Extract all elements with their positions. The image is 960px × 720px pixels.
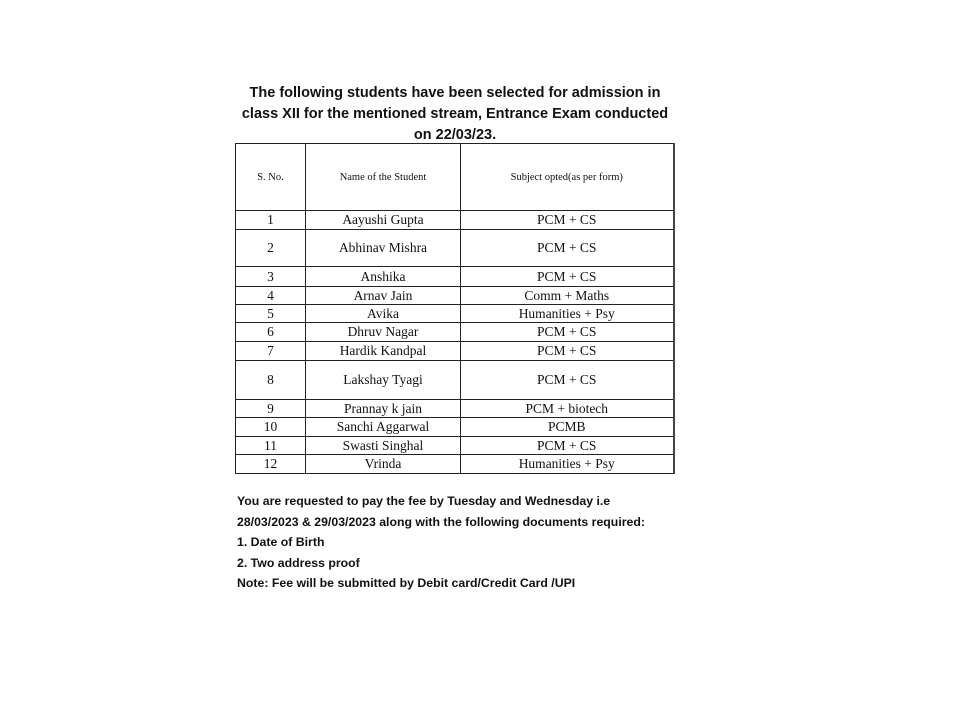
cell-subject: PCM + CS [461,267,674,287]
table-row [236,342,674,361]
cell-serial-number: 2 [236,230,306,267]
cell-subject: PCM + CS [461,437,674,455]
cell-serial-number: 1 [236,211,306,230]
cell-serial-number: 11 [236,437,306,455]
table-row [236,418,674,437]
cell-student-name: Lakshay Tyagi [306,361,461,400]
cell-student-name: Abhinav Mishra [306,230,461,267]
table-row [236,267,674,287]
selected-students-table [235,143,675,474]
payment-note: Note: Fee will be submitted by Debit card/Credit Card /UPI [237,576,576,590]
header-student-name: Name of the Student [306,144,461,211]
cell-serial-number: 12 [236,455,306,474]
cell-serial-number: 8 [236,361,306,400]
cell-subject: Humanities + Psy [461,455,674,474]
document-item: 2. Two address proof [237,555,360,570]
cell-student-name: Swasti Singhal [306,437,461,455]
cell-serial-number: 5 [236,305,306,323]
table-row [236,305,674,323]
cell-student-name: Arnav Jain [306,287,461,305]
table-row [236,287,674,305]
table-row [236,455,674,474]
cell-subject: PCM + CS [461,211,674,230]
header-serial-number: S. No. [236,144,306,211]
cell-serial-number: 4 [236,287,306,305]
cell-subject: Humanities + Psy [461,305,674,323]
cell-student-name: Anshika [306,267,461,287]
cell-subject: PCM + CS [461,323,674,342]
cell-serial-number: 7 [236,342,306,361]
notice-title-line: on 22/03/23. [413,127,497,143]
header-subject-opted: Subject opted(as per form) [461,144,674,211]
document-item: 1. Date of Birth [237,535,325,549]
cell-serial-number: 10 [236,418,306,437]
notice-title-line: The following students have been selected for admission in [249,85,661,101]
instruction-line: 28/03/2023 & 29/03/2023 along with the following documents required: [237,514,645,529]
cell-subject: PCMB [461,418,674,437]
cell-student-name: Avika [306,305,461,323]
cell-student-name: Sanchi Aggarwal [306,418,461,437]
cell-subject: PCM + CS [461,342,674,361]
cell-student-name: Hardik Kandpal [306,342,461,361]
table-row [236,361,674,400]
table-row [236,230,674,267]
table-row [236,400,674,418]
cell-subject: Comm + Maths [461,287,674,305]
cell-subject: PCM + CS [461,230,674,267]
notice-title-line: class XII for the mentioned stream, Entrance Exam conducted [241,106,669,122]
notice-title [235,83,675,146]
table-header-row [236,144,674,211]
instruction-line: You are requested to pay the fee by Tuesday and Wednesday i.e [237,494,611,508]
cell-subject: PCM + biotech [461,400,674,418]
cell-student-name: Prannay k jain [306,400,461,418]
cell-serial-number: 6 [236,323,306,342]
cell-serial-number: 3 [236,267,306,287]
table-row [236,437,674,455]
cell-student-name: Dhruv Nagar [306,323,461,342]
cell-student-name: Vrinda [306,455,461,474]
table-row [236,323,674,342]
fee-instructions [237,491,645,594]
cell-serial-number: 9 [236,400,306,418]
cell-subject: PCM + CS [461,361,674,400]
table-row [236,211,674,230]
cell-student-name: Aayushi Gupta [306,211,461,230]
